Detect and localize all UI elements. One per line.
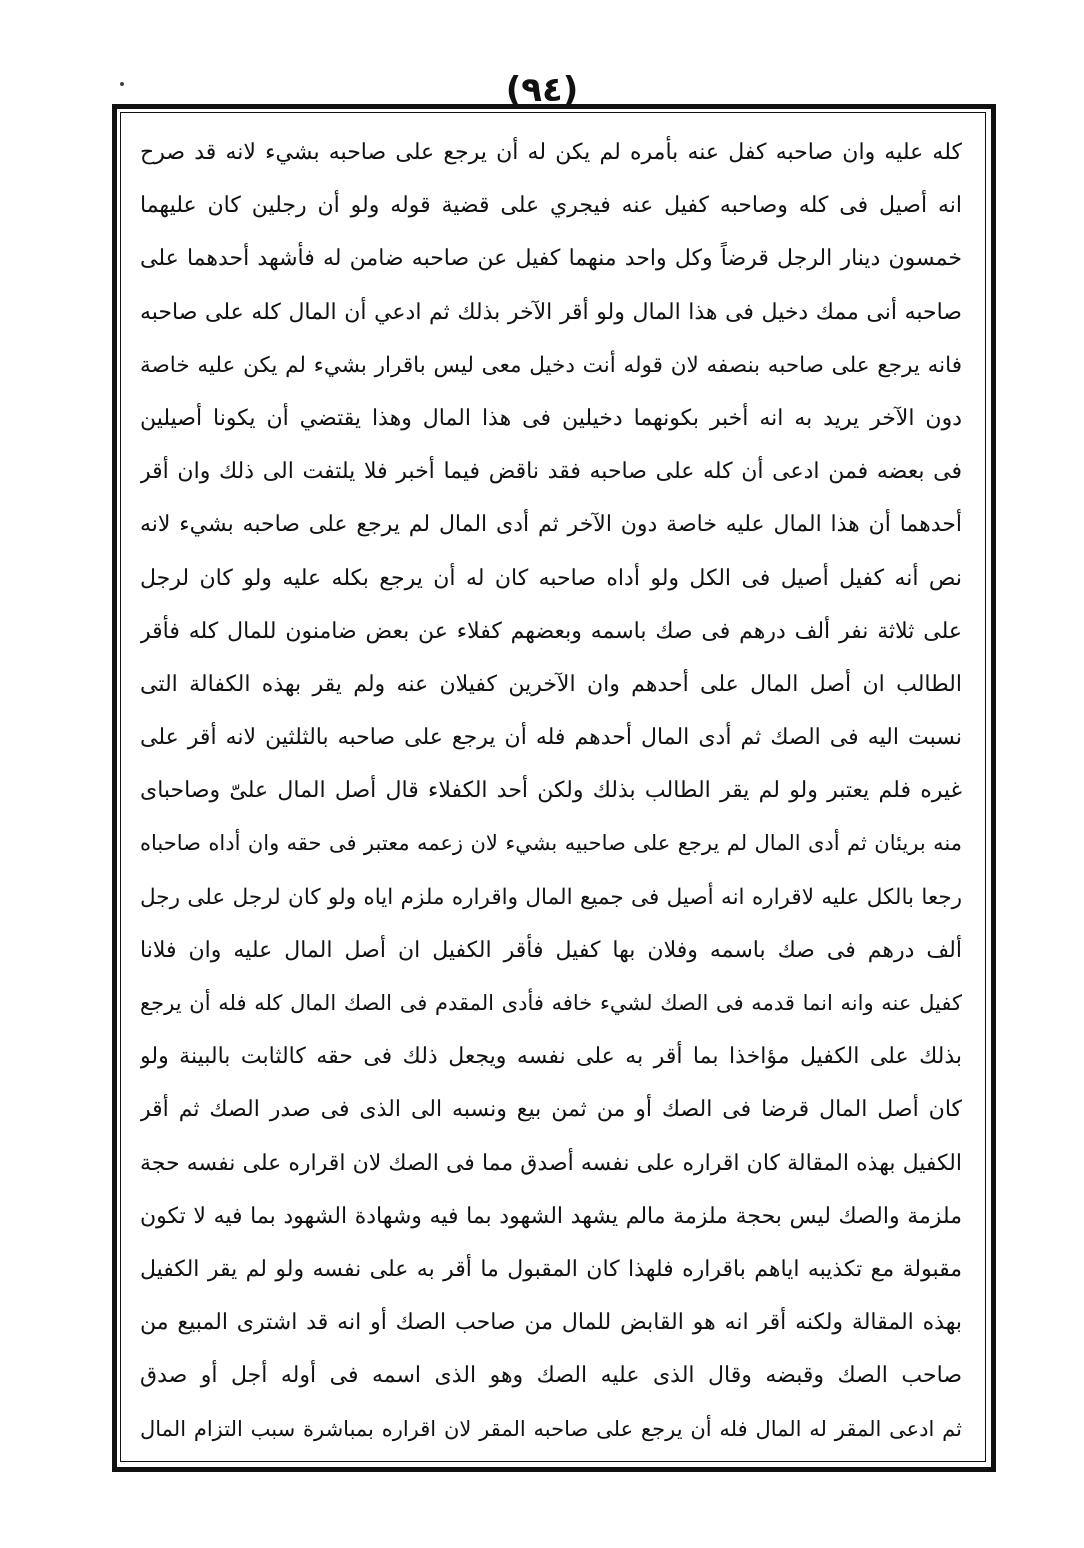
text-line: نص أنه كفيل أصيل فى الكل ولو أداه صاحبه كان له أن يرجع بكله عليه ولو كان لرجل [140,565,962,591]
text-line: بهذه المقالة ولكنه أقر انه هو القابض للمال من صاحب الصك أو انه قد اشترى المبيع من [140,1310,962,1336]
text-line: صاحب الصك وقبضه وقال الذى عليه الصك وهو الذى اسمه فى أوله أجل أو صدق [140,1363,962,1389]
page-number: (٩٤) [505,70,579,110]
text-line: أحدهما أن هذا المال عليه خاصة دون الآخر ثم أدى المال لم يرجع على صاحبه بشيء لانه [140,512,962,538]
text-line: كفيل عنه وانه انما قدمه فى الصك لشيء خافه فأدى المقدم فى الصك المال كله فله أن يرجع [140,991,962,1015]
text-line: كله عليه وان صاحبه كفل عنه بأمره لم يكن له أن يرجع على صاحبه بشيء لانه قد صرح [140,140,962,165]
text-line: رجعا بالكل عليه لاقراره انه أصيل فى جميع المال واقراره ملزم اياه ولو كان لرجل على رجل [140,884,962,910]
text-line: منه بريئان ثم أدى المال لم يرجع على صاحبيه بشيء لان زعمه معتبر فى حقه وان أداه صاحباه [140,831,962,856]
text-line: كان أصل المال قرضا فى الصك أو من ثمن بيع ونسبه الى الذى فى صدر الصك ثم أقر [140,1097,962,1123]
text-line: فانه يرجع على صاحبه بنصفه لان قوله أنت دخيل معى ليس باقرار بشيء لم يكن عليه خاصة [140,352,962,378]
body-text [140,126,962,1456]
text-line: مقبولة مع تكذيبه اياهم باقراره فلهذا كان المقبول ما أقر به على نفسه ولو لم يقر الكفيل [140,1256,962,1282]
text-line: الطالب ان أصل المال على أحدهم وان الآخرين كفيلان عنه ولم يقر بهذه الكفالة التى [140,671,962,697]
text-line: صاحبه أنى ممك دخيل فى هذا المال ولو أقر الآخر بذلك ثم ادعي أن المال كله على صاحبه [140,299,962,325]
text-line: الكفيل بهذه المقالة كان اقراره على نفسه أصدق مما فى الصك لان اقراره على نفسه حجة [140,1150,962,1176]
text-line: بذلك على الكفيل مؤاخذا بما أقر به على نفسه ويجعل ذلك فى حقه كالثابت بالبينة ولو [140,1044,962,1070]
text-line: نسبت اليه فى الصك ثم أدى المال أحدهم فله أن يرجع على صاحبه بالثلثين لانه أقر على [140,725,962,751]
text-line: دون الآخر يريد به انه أخبر بكونهما دخيلين فى هذا المال وهذا يقتضي أن يكونا أصيلين [140,405,962,431]
text-line: ألف درهم فى صك باسمه وفلان بها كفيل فأقر الكفيل ان أصل المال عليه وان فلانا [140,937,962,963]
text-line: ثم ادعى المقر له المال فله أن يرجع على صاحبه المقر لان اقراره بمباشرة سبب التزام المال [140,1416,962,1441]
text-line: خمسون دينار الرجل قرضاً وكل واحد منهما كفيل عن صاحبه ضامن له فأشهد أحدهما على [140,246,962,272]
text-line: ملزمة والصك ليس بحجة ملزمة مالم يشهد الشهود بما فيه وشهادة الشهود بما فيه لا تكون [140,1203,962,1229]
text-line: على ثلاثة نفر ألف درهم فى صك باسمه وبعضهم كفلاء عن بعض ضامنون للمال كله فأقر [140,618,962,644]
text-line: غيره فلم يعتبر ولو لم يقر الطالب بذلك ولكن أحد الكفلاء قال أصل المال علىّ وصاحباى [140,778,962,804]
text-line: انه أصيل فى كله وصاحبه كفيل عنه فيجري على قضية قوله ولو أن رجلين كان عليهما [140,193,962,219]
text-line: فى بعضه فمن ادعى أن كله على صاحبه فقد ناقض فيما أخبر فلا يلتفت الى ذلك وان أقر [140,459,962,485]
